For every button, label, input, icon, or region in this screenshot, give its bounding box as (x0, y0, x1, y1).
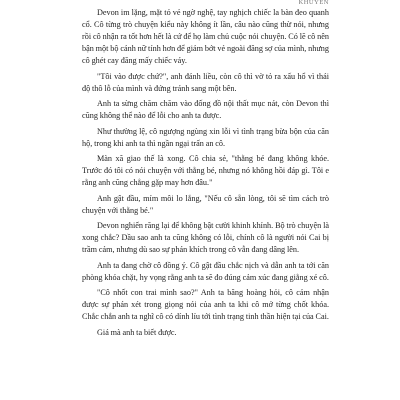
paragraph: Anh gật đầu, mím môi lo lắng, "Nếu cô sẵn lòng, tôi sẽ tìm cách trò chuyện với thằng bé." (82, 193, 329, 215)
paragraph: "Tôi vào được chứ?", anh đánh liều, còn cô thì vờ tỏ ra xấu hổ vì thái độ thô lỗ của mình và đứng tránh sang một bên. (82, 71, 329, 93)
paragraph: Devon nghiến răng lại để không bật cười khinh khỉnh. Bộ trò chuyện là xong chắc? Dầu sao anh ta cũng không có lỗi, chính cô là người nói Cai bị trầm cảm, nhưng dù sao sự phán khích trong cô vẫn đang dâng lên. (82, 221, 329, 255)
paragraph: Màn xã giao thế là xong. Cô chia sẻ, "thằng bé đang không khóe. Trước đó tôi có nói chuyện với thằng bé, nhưng nó không hồi đáp gì. Tôi e rằng anh cũng chẳng gặp may hơn đâu." (82, 154, 329, 188)
paragraph: Anh ta đang chờ cô đồng ý. Cô gật đầu chắc nịch và dẫn anh ta tới căn phòng khóa chặt, hy vọng rằng anh ta sẽ đo đúng cảm xúc đang giằng xé cô. (82, 260, 329, 282)
running-header: KHUYÊN (298, 0, 329, 6)
paragraph: Giá mà anh ta biết được. (97, 327, 177, 337)
paragraph: Như thường lệ, cô ngượng ngùng xin lỗi vì tình trạng bừa bộn của căn hộ, trong khi anh ta thì ngần ngại trấn an cô. (82, 126, 329, 148)
paragraph: "Cô nhốt con trai mình sao?" Anh ta băng hoàng hỏi, cô cảm nhận được sự phán xét trong giọng nói của anh ta khi cô mở từng chốt khóa. Chắc chắn anh ta nghĩ cô có dính líu tới tình trạng tinh thần hiện tại của Cai. (82, 288, 329, 322)
paragraph: Devon im lặng, mặt tỏ vẻ ngờ nghệ, tay nghịch chiếc la bàn đeo quanh cổ. Cô từng trò chuyện kiểu này không ít lần, câu nào cũng thừ nói, nhưng rồi cô nhận ra tốt hơn hết là cứ để họ làm chủ cuộc nói chuyện. Có lẽ cô nên bận một bộ cánh nữ tính hơn để giảm bớt vẻ ngoài đăng sợ của mình, nhưng cô ghét cay đăng mấy chiếc váy. (82, 8, 329, 66)
page-body (82, 7, 329, 339)
paragraph: Anh ta sừng chăm chăm vào đống đồ nội thất mục nát, còn Devon thì cũng không thể nào để lỗi cho anh ta được. (82, 99, 329, 121)
